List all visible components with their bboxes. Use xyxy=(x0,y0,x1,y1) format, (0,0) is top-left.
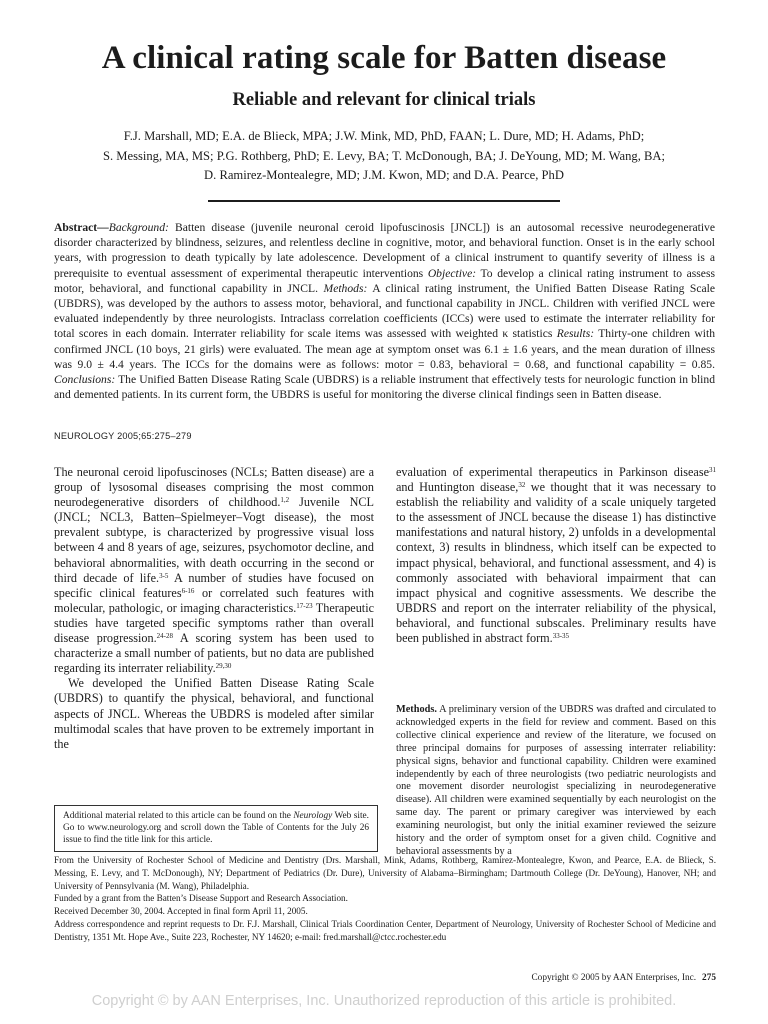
abstract-objective-text: To develop a clinical rating instrument to assess motor, behavioral, and functional capability in JNCL. xyxy=(54,266,715,295)
body-text: A number of studies have focused on specific clinical features xyxy=(54,570,374,600)
reference-superscript: 17-23 xyxy=(296,601,313,610)
received-line: Received December 30, 2004. Accepted in final form April 11, 2005. xyxy=(54,906,308,917)
author-list xyxy=(40,127,728,186)
body-text: we thought that it was necessary to establish the reliability and validity of a scale uniquely targeted to the assessment of JNCL because the disease 1) has distinctive manifestations and natural history, 2) unfolds in a developmental context, 3) results in blindness, which itself can be expected to impact physical, behavioral, and functional assessment, and 4) is commonly associated with behavioral impairment that can impact physical and cognitive assessments. We describe the UBDRS and report on the interrater reliability of the physical, behavioral, and functional subscales. Preliminary results have been published in abstract form. xyxy=(396,480,716,646)
abstract-background-label: Background: xyxy=(108,221,169,234)
abstract-results-text: Thirty-one children with confirmed JNCL (10 boys, 21 girls) were evaluated. The mean age at symptom onset was 6.1 ± 1.6 years, and the mean duration of illness was 9.0 ± 4.4 years. The ICCs for the domains were as follows: motor = 0.83, behavioral = 0.68, and functional capability = 0.85. xyxy=(54,327,716,371)
reference-superscript: 29,30 xyxy=(215,662,232,671)
supplementary-note-box xyxy=(54,805,378,852)
body-column-right xyxy=(396,465,716,646)
abstract-conclusions-text: The Unified Batten Disease Rating Scale (UBDRS) is a reliable instrument that effectively tests for neurologic function in blind and demented patients. In its current form, the UBDRS is useful for monitoring the diverse clinical findings seen in Batten disease. xyxy=(54,373,715,402)
note-text: Web site. Go to www.neurology.org and scroll down the Table of Contents for the July 26 issue to find the title link for this article. xyxy=(63,811,369,845)
author-line: D. Ramirez-Montealegre, MD; J.M. Kwon, MD; and D.A. Pearce, PhD xyxy=(204,168,564,182)
copyright-line xyxy=(531,973,716,983)
body-paragraph xyxy=(396,465,716,646)
journal-citation: NEUROLOGY 2005;65:275–279 xyxy=(54,431,192,441)
copyright-text: Copyright © 2005 by AAN Enterprises, Inc. xyxy=(531,973,697,983)
abstract-methods-text: A clinical rating instrument, the Unified Batten Disease Rating Scale (UBDRS), was developed by the authors to assess motor, behavioral, and functional capability in JNCL. Children with verified JNCL were evaluated independently by three neurologists. Intraclass correlation coefficients (ICCs) were used to estimate the interrater reliability for total scores in each domain. Interrater reliability for scale items was assessed with weighted κ statistics xyxy=(54,281,715,341)
body-text: and Huntington disease, xyxy=(396,480,519,495)
reference-superscript: 3-5 xyxy=(159,571,169,580)
abstract-head: Abstract— xyxy=(54,221,109,234)
body-text: A scoring system has been used to characterize a small number of patients, but no data are published regarding its interrater reliability. xyxy=(54,631,375,676)
methods-heading: Methods. xyxy=(396,704,437,715)
reference-superscript: 32 xyxy=(518,481,526,490)
article-title: A clinical rating scale for Batten disease xyxy=(101,40,667,76)
abstract-conclusions-label: Conclusions: xyxy=(54,373,116,387)
note-text: Additional material related to this article can be found on the xyxy=(63,811,294,821)
author-line: F.J. Marshall, MD; E.A. de Blieck, MPA; J.W. Mink, MD, PhD, FAAN; L. Dure, MD; H. Adams, PhD; xyxy=(123,129,645,143)
reference-superscript: 33-35 xyxy=(552,632,570,641)
copyright-watermark: Copyright © by AAN Enterprises, Inc. Unauthorized reproduction of this article is prohibited. xyxy=(91,993,677,1009)
reference-superscript: 6-16 xyxy=(181,586,195,595)
reference-superscript: 1,2 xyxy=(280,496,290,505)
note-journal-name: Neurology xyxy=(293,811,333,821)
article-subtitle: Reliable and relevant for clinical trials xyxy=(232,90,536,110)
funding-line: Funded by a grant from the Batten’s Disease Support and Research Association. xyxy=(54,893,348,904)
methods-section xyxy=(396,704,716,859)
methods-text: A preliminary version of the UBDRS was drafted and circulated to acknowledged experts in the field for review and comment. Based on this collective clinical experience and review of the literature, we focused on three principal domains for purposes of assessing interrater reliability: physical signs, behavior and functional capability. Children were examined independently by each of three neurologists (two pediatric neurologists and one movement disorder neurologist specializing in neurodegenerative disease). All children were examined sequentially by each neurologist on the same day. The parent or primary caregiver was interviewed by each examining neurologist, but only the initial examiner reviewed the seizure history and the order of symptom onset for a given child. Cognitive and behavioral assessments by a xyxy=(396,704,716,857)
abstract-objective-label: Objective: xyxy=(427,266,477,280)
affiliations-footnote xyxy=(54,854,716,944)
abstract-background-text: Batten disease (juvenile neuronal ceroid lipofuscinosis [JNCL]) is an autosomal recessive neurodegenerative disorder characterized by blindness, seizures, and relentless decline in cognitive, motor, and behavioral function. Onset is in the early school years, with progression to death typically by late adolescence. Development of a clinical instrument to quantify severity of illness is a prerequisite to eventual assessment of experimental therapeutic interventions xyxy=(54,221,715,280)
affiliation-line: From the University of Rochester School of Medicine and Dentistry (Drs. Marshall, Mink, Adams, Rothberg, Ramirez-Montealegre, Kwon, and Pearce, E.A. de Blieck, S. Messing, E. Levy, and T. McDonough), NY; Department of Pediatrics (Dr. Dure), University of Alabama–Birmingham; Dartmouth College (Dr. DeYoung), Hanover, NH; and University of Pennsylvania (M. Wang), Philadelphia. xyxy=(54,855,716,891)
reference-superscript: 31 xyxy=(709,466,716,474)
body-text: The neuronal ceroid lipofuscinoses (NCLs; Batten disease) are a group of lysosomal diseases comprising the most common neurodegenerative disorders of childhood. xyxy=(54,465,374,510)
body-text: Juvenile NCL (JNCL; NCL3, Batten–Spielmeyer–Vogt disease), the most prevalent subtype, is characterized by progressive visual loss between 4 and 8 years of age, seizures, psychomotor decline, and behavioral abnormalities, with death occurring in the second or third decade of life. xyxy=(54,495,374,585)
body-text: evaluation of experimental therapeutics in Parkinson disease xyxy=(396,465,709,479)
body-paragraph xyxy=(54,465,374,676)
abstract xyxy=(54,220,715,402)
title-divider xyxy=(208,200,560,202)
reference-superscript: 24-28 xyxy=(156,632,173,641)
page-number: 275 xyxy=(702,973,716,983)
body-column-left xyxy=(54,465,374,752)
body-text: Therapeutic studies have targeted specific symptoms rather than overall disease progression. xyxy=(54,600,374,646)
body-text: or correlated such features with molecular, pathologic, or imaging characteristics. xyxy=(54,585,374,615)
body-paragraph: We developed the Unified Batten Disease Rating Scale (UBDRS) to quantify the physical, behavioral, and functional aspects of JNCL. Whereas the UBDRS is modeled after similar multimodal scales that have proven to be extremely important in the xyxy=(54,676,374,751)
abstract-results-label: Results: xyxy=(556,327,595,341)
correspondence-line: Address correspondence and reprint requests to Dr. F.J. Marshall, Clinical Trials Coordination Center, Department of Neurology, University of Rochester School of Medicine and Dentistry, 1351 Mt. Hope Ave., Suite 223, Rochester, NY 14620; e-mail: fred.marshall@ctcc.rochester.edu xyxy=(54,918,716,942)
abstract-methods-label: Methods: xyxy=(323,281,368,295)
author-line: S. Messing, MA, MS; P.G. Rothberg, PhD; E. Levy, BA; T. McDonough, BA; J. DeYoung, MD; M. Wang, BA; xyxy=(102,148,666,163)
